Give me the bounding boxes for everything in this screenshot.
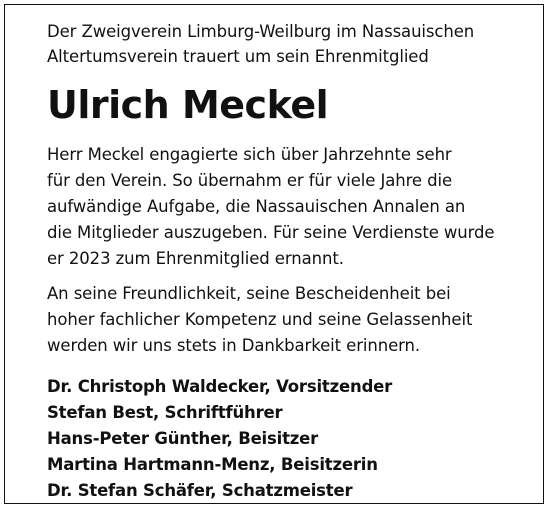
signer-name: Stefan Best, Schriftführer: [47, 403, 283, 422]
intro-line: Altertumsverein trauert um sein Ehrenmitglied: [47, 47, 429, 66]
deceased-name: Ulrich Meckel: [47, 83, 329, 127]
paragraph-line: werden wir uns stets in Dankbarkeit erinnern.: [47, 336, 421, 355]
signer-name: Hans-Peter Günther, Beisitzer: [47, 429, 319, 448]
tribute-paragraph-1: [47, 142, 537, 272]
obituary-frame: [4, 4, 544, 504]
signer-name: Dr. Christoph Waldecker, Vorsitzender: [47, 377, 393, 396]
paragraph-line: für den Verein. So übernahm er für viele Jahre die: [47, 171, 453, 190]
signers-list: [47, 374, 537, 504]
paragraph-line: er 2023 zum Ehrenmitglied ernannt.: [47, 249, 344, 268]
paragraph-line: An seine Freundlichkeit, seine Bescheidenheit bei: [47, 284, 451, 303]
paragraph-line: aufwändige Aufgabe, die Nassauischen Annalen an: [47, 197, 466, 216]
signer-name: Martina Hartmann-Menz, Beisitzerin: [47, 455, 378, 474]
signer-name: Dr. Stefan Schäfer, Schatzmeister: [47, 481, 353, 500]
tribute-paragraph-2: [47, 281, 537, 359]
intro-line: Der Zweigverein Limburg-Weilburg im Nassauischen: [47, 22, 475, 41]
paragraph-line: Herr Meckel engagierte sich über Jahrzehnte sehr: [47, 145, 452, 164]
paragraph-line: die Mitglieder auszugeben. Für seine Verdienste wurde: [47, 223, 495, 242]
paragraph-line: hoher fachlicher Kompetenz und seine Gelassenheit: [47, 310, 473, 329]
obituary-content: [47, 19, 537, 504]
intro-text: [47, 19, 537, 69]
